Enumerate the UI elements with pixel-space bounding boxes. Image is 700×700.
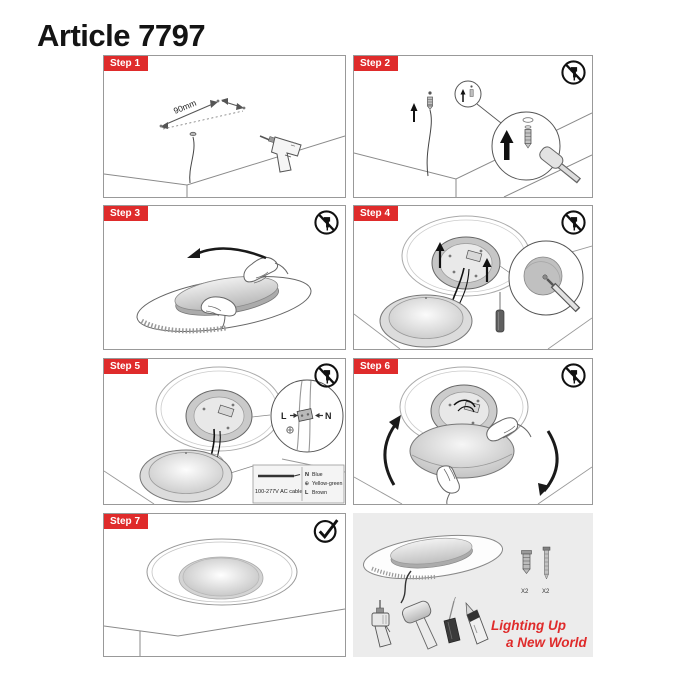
- step-2-label: Step 2: [354, 56, 398, 71]
- screwdriver-tool: [444, 597, 460, 643]
- no-power-drill-icon: [560, 362, 587, 389]
- wire-earth-color: Yellow-green: [312, 481, 343, 487]
- installed-lamp: [147, 539, 297, 605]
- small-callout-circle: [455, 81, 501, 123]
- measurement-marking: [160, 98, 246, 129]
- step-1-panel: [103, 55, 346, 198]
- wire-earth-code: ⊕: [304, 481, 310, 487]
- wire-l-color: Brown: [312, 490, 328, 496]
- step-3-label: Step 3: [104, 206, 148, 221]
- wall-anchor: [522, 551, 532, 574]
- step-1-illustration: [104, 56, 345, 197]
- ceiling-lines: [104, 609, 345, 656]
- step-3-panel: [103, 205, 346, 350]
- lamp-product: [361, 529, 505, 586]
- step-5-panel: [103, 358, 346, 505]
- drill-tool: [372, 600, 391, 647]
- screw-qty-label: X2: [542, 589, 550, 595]
- rotate-arrow: [187, 248, 266, 258]
- step-4-label: Step 4: [354, 206, 398, 221]
- step-7-illustration: [104, 514, 345, 656]
- step-5-label: Step 5: [104, 359, 148, 374]
- terminal-n-label: N: [325, 411, 332, 421]
- no-power-drill-icon: [560, 59, 587, 86]
- no-power-drill-icon: [313, 362, 340, 389]
- ceiling-lines: [104, 136, 345, 197]
- wire-n-color: Blue: [312, 472, 323, 478]
- tagline-line-1: Lighting Up: [491, 618, 566, 633]
- no-power-drill-icon: [560, 209, 587, 236]
- step-2-panel: [353, 55, 593, 198]
- earth-icon: [287, 427, 293, 433]
- step-4-panel: [353, 205, 593, 350]
- lamp-cover: [140, 450, 232, 502]
- screw: [543, 547, 550, 579]
- no-power-drill-icon: [313, 209, 340, 236]
- lamp-cover: [380, 295, 472, 347]
- step-6-panel: [353, 358, 593, 505]
- drill-illustration: [260, 136, 301, 172]
- check-icon: [313, 517, 340, 544]
- step-7-panel: [103, 513, 346, 657]
- step-6-illustration: [354, 359, 592, 504]
- cable-label: 100-277V AC cable: [255, 489, 303, 495]
- mallet-tool: [401, 599, 437, 649]
- anchor-insert: [411, 91, 433, 176]
- cable-info-box: [253, 465, 344, 503]
- page-title: Article 7797: [37, 18, 206, 53]
- terminal-l-label: L: [281, 411, 287, 421]
- step-7-label: Step 7: [104, 514, 148, 529]
- step-6-label: Step 6: [354, 359, 398, 374]
- step-2-illustration: [354, 56, 592, 197]
- screwdriver-illustration: [496, 292, 504, 332]
- utility-knife-tool: [466, 603, 488, 644]
- wiring-callout-circle: [271, 380, 343, 452]
- parts-and-tools-panel: [353, 513, 593, 657]
- wire-l-code: L: [305, 490, 309, 496]
- step-4-illustration: [354, 206, 592, 349]
- measurement-label: 90mm: [172, 97, 198, 116]
- step-3-illustration: [104, 206, 345, 349]
- wire-n-code: N: [305, 472, 309, 478]
- step-1-label: Step 1: [104, 56, 148, 71]
- step-5-illustration: [104, 359, 345, 504]
- anchor-qty-label: X2: [521, 589, 529, 595]
- large-callout-circle: [492, 112, 579, 181]
- screw-and-mark-line: [190, 132, 196, 183]
- tagline-line-2: a New World: [506, 635, 587, 650]
